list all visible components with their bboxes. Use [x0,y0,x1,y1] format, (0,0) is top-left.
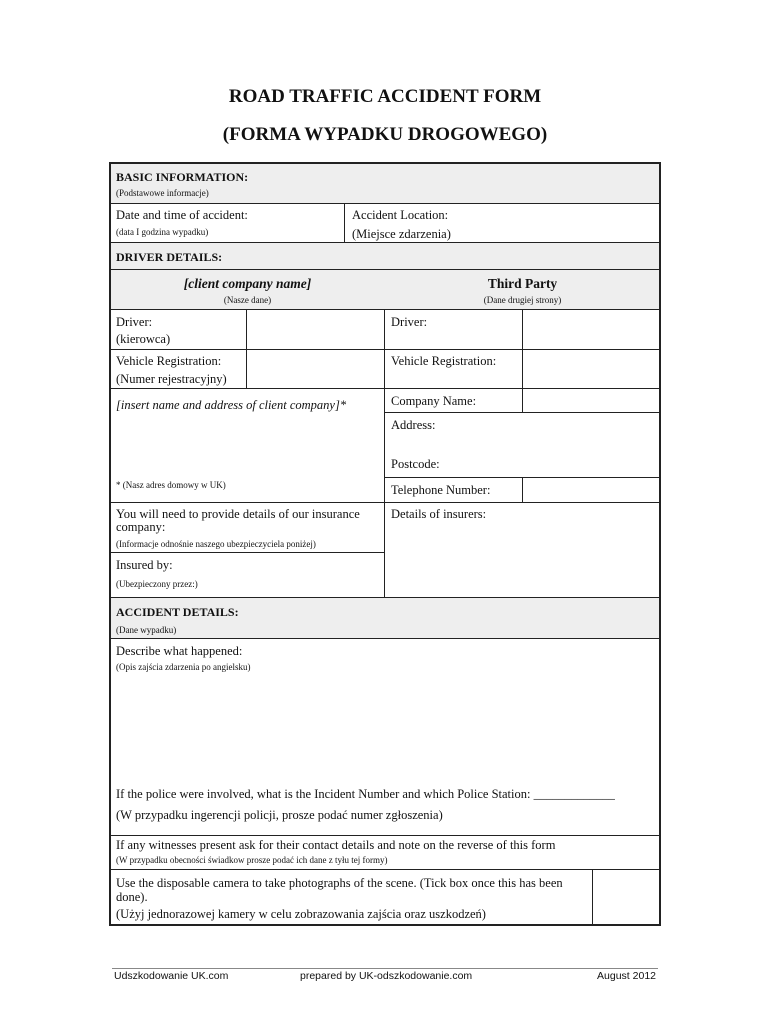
insured-by-label-pl: (Ubezpieczony przez:) [116,579,198,589]
witnesses-instruction: If any witnesses present ask for their contact details and note on the reverse of this form [116,838,556,852]
driver-input-cell[interactable] [248,311,383,348]
driver-label: Driver: [116,315,153,329]
police-incident-question: If the police were involved, what is the Incident Number and which Police Station: _____________ [116,787,615,801]
accident-details-heading-pl: (Dane wypadku) [116,625,177,635]
footer-left: Udszkodowanie UK.com [114,970,229,982]
camera-instruction-line2: done). [116,890,148,904]
camera-instruction-pl: (Użyj jednorazowej kamery w celu zobrazowania zajścia oraz uszkodzeń) [116,907,486,921]
telephone-number-label: Telephone Number: [391,483,491,497]
footer-center: prepared by UK-odszkodowanie.com [300,970,473,982]
insurance-note-line1: You will need to provide details of our insurance [116,507,360,521]
client-company-column-header: [client company name] [183,276,312,291]
date-time-label: Date and time of accident: [116,208,248,222]
vehicle-registration-label-pl: (Numer rejestracyjny) [116,372,227,386]
footer-divider [112,968,658,969]
form-title: ROAD TRAFFIC ACCIDENT FORM [228,86,542,107]
vehicle-registration-label: Vehicle Registration: [116,354,222,368]
describe-label-pl: (Opis zajścia zdarzenia po angielsku) [116,662,251,672]
insurance-note-line2: company: [116,520,166,534]
third-party-driver-input-cell[interactable] [524,311,658,348]
third-party-driver-label: Driver: [391,315,428,329]
company-name-label: Company Name: [391,394,477,408]
third-party-vehicle-registration-input-cell[interactable] [524,351,658,387]
company-name-input-cell[interactable] [524,390,658,411]
third-party-vehicle-registration-label: Vehicle Registration: [391,354,497,368]
client-address-note: * (Nasz adres domowy w UK) [116,480,226,490]
witnesses-instruction-pl: (W przypadku obecności świadkow prosze podać ich dane z tyłu tej formy) [116,855,388,865]
police-incident-question-pl: (W przypadku ingerencji policji, prosze podać numer zgłoszenia) [116,808,443,822]
address-label: Address: [391,418,436,432]
form-subtitle: (FORMA WYPADKU DROGOWEGO) [222,124,548,145]
third-party-column-header: Third Party [487,276,558,291]
camera-instruction-line1: Use the disposable camera to take photographs of the scene. (Tick box once this has been [116,876,563,890]
third-party-column-header-pl: (Dane drugiej strony) [483,295,562,305]
postcode-label: Postcode: [391,457,440,471]
camera-tick-box[interactable] [594,871,658,923]
insurance-note-pl: (Informacje odnośnie naszego ubezpieczyciela poniżej) [116,539,316,549]
driver-details-heading: DRIVER DETAILS: [116,250,223,264]
accident-location-label-pl: (Miejsce zdarzenia) [352,227,451,241]
accident-location-label: Accident Location: [352,208,449,222]
telephone-number-input-cell[interactable] [524,479,658,501]
basic-info-heading-pl: (Podstawowe informacje) [116,188,209,198]
footer-right: August 2012 [597,970,656,982]
client-company-column-header-pl: (Nasze dane) [223,295,272,305]
insured-by-label: Insured by: [116,558,173,572]
client-address-placeholder: [insert name and address of client company]* [116,398,347,412]
vehicle-registration-input-cell[interactable] [248,351,383,387]
describe-label: Describe what happened: [116,644,243,658]
date-time-label-pl: (data I godzina wypadku) [116,227,209,237]
basic-info-heading: BASIC INFORMATION: [116,170,249,184]
accident-details-heading: ACCIDENT DETAILS: [116,605,239,619]
details-of-insurers-label: Details of insurers: [391,507,487,521]
driver-label-pl: (kierowca) [116,332,171,346]
describe-input-area[interactable] [112,676,658,780]
